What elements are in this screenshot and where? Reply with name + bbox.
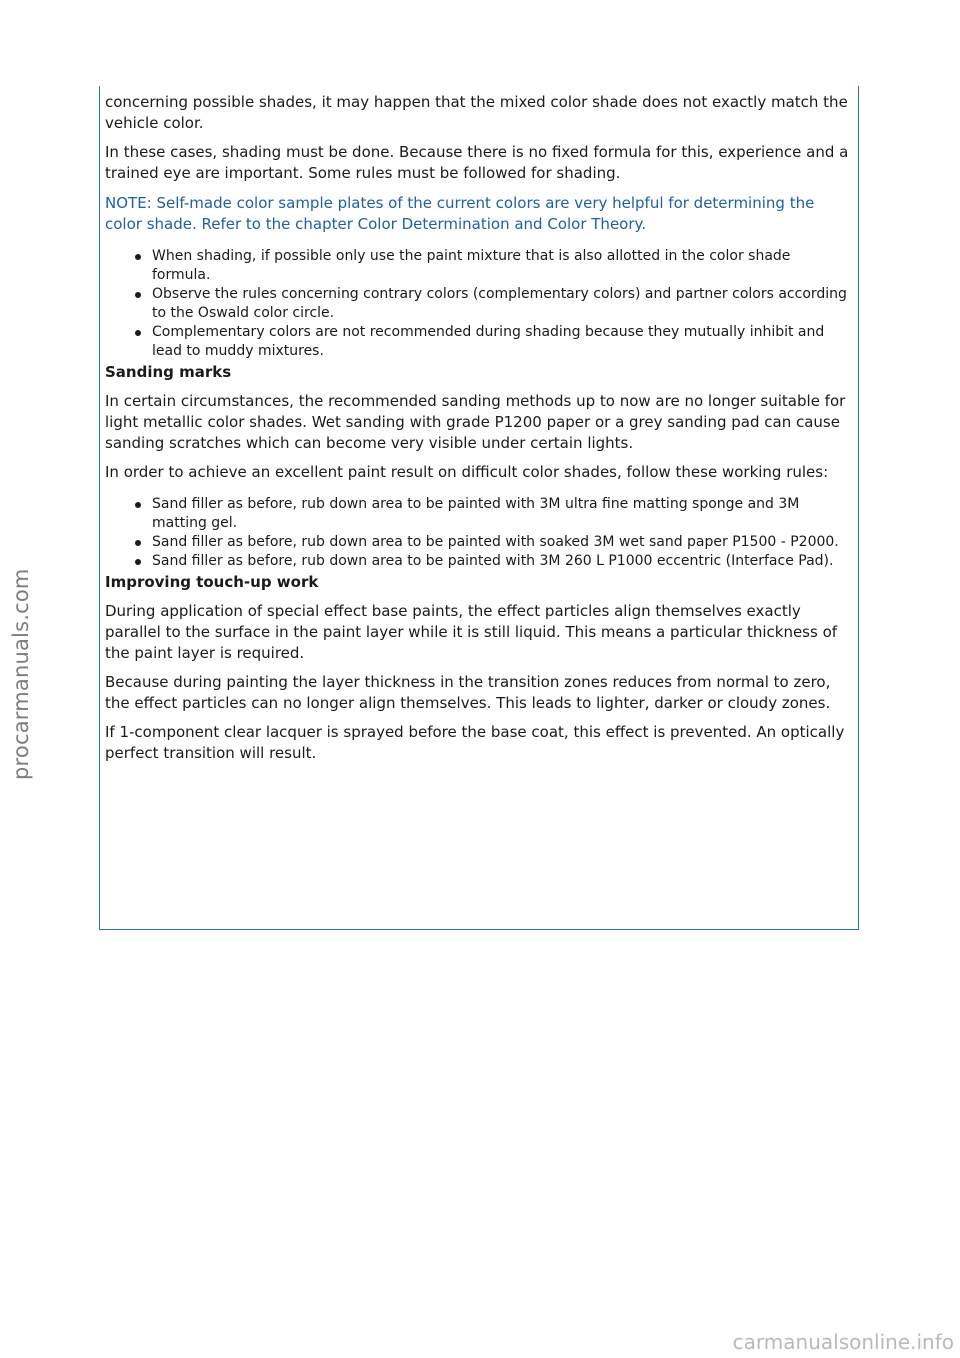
sanding-rules-list xyxy=(105,495,850,571)
touchup-paragraph-2: Because during painting the layer thickness in the transition zones reduces from normal to zero, the effect particles can no longer align themselves. This leads to lighter, darker or cloudy zones. xyxy=(105,673,831,712)
list-item: Sand filler as before, rub down area to be painted with 3M ultra fine matting sponge and 3M matting gel. xyxy=(133,495,850,533)
section-heading-touch-up: Improving touch-up work xyxy=(105,573,319,591)
list-item: Sand filler as before, rub down area to be painted with soaked 3M wet sand paper P1500 - P2000. xyxy=(133,533,850,552)
list-item: When shading, if possible only use the paint mixture that is also allotted in the color shade formula. xyxy=(133,247,850,285)
section-heading-sanding-marks: Sanding marks xyxy=(105,363,232,381)
side-watermark xyxy=(6,560,36,780)
intro-paragraph: concerning possible shades, it may happen that the mixed color shade does not exactly match the vehicle color. xyxy=(105,93,848,132)
side-watermark-text: procarmanuals.com xyxy=(9,568,33,780)
sanding-paragraph-1: In certain circumstances, the recommended sanding methods up to now are no longer suitable for light metallic color shades. Wet sanding with grade P1200 paper or a grey sanding pad can cause sanding scratches which can become very visible under certain lights. xyxy=(105,392,846,452)
note-paragraph: NOTE: Self-made color sample plates of the current colors are very helpful for determining the color shade. Refer to the chapter Color Determination and Color Theory. xyxy=(105,194,815,233)
touchup-paragraph-3: If 1-component clear lacquer is sprayed before the base coat, this effect is prevented. An optically perfect transition will result. xyxy=(105,723,845,762)
touchup-paragraph-1: During application of special effect base paints, the effect particles align themselves exactly parallel to the surface in the paint layer while it is still liquid. This means a particular thickness of the paint layer is required. xyxy=(105,602,838,662)
shading-paragraph: In these cases, shading must be done. Because there is no fixed formula for this, experience and a trained eye are important. Some rules must be followed for shading. xyxy=(105,143,849,182)
list-item: Observe the rules concerning contrary colors (complementary colors) and partner colors according to the Oswald color circle. xyxy=(133,285,850,323)
list-item: Complementary colors are not recommended during shading because they mutually inhibit and lead to muddy mixtures. xyxy=(133,323,850,361)
content-panel xyxy=(99,86,859,930)
footer-watermark: carmanualsonline.info xyxy=(732,1330,954,1354)
list-item: Sand filler as before, rub down area to be painted with 3M 260 L P1000 eccentric (Interface Pad). xyxy=(133,552,850,571)
shading-rules-list xyxy=(105,247,850,361)
sanding-paragraph-2: In order to achieve an excellent paint result on difficult color shades, follow these working rules: xyxy=(105,463,829,481)
